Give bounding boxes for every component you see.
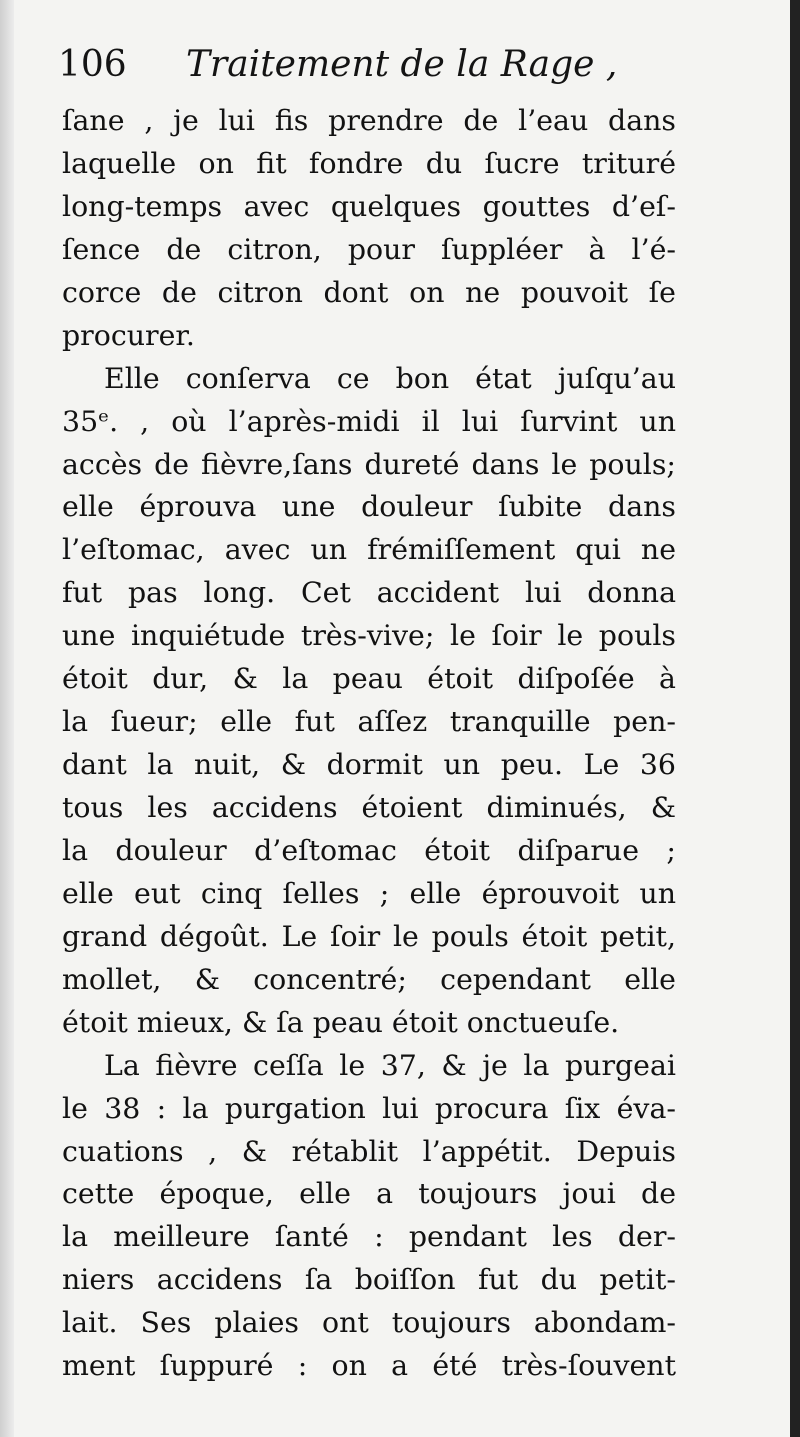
paragraph-start-line: Elle conſerva ce bon état juſqu’au — [104, 361, 676, 395]
paragraph-start-line: La fièvre ceſſa le 37, & je la purgeai — [104, 1048, 676, 1082]
text-line: lait. Ses plaies ont toujours abondam- — [62, 1306, 676, 1340]
text-line: elle éprouva une douleur ſubite dans — [62, 490, 676, 524]
text-line: étoit mieux, & ſa peau étoit onctueuſe. — [62, 1005, 620, 1039]
text-line: la douleur d’eſtomac étoit diſparue ; — [62, 833, 676, 867]
text-line: fut pas long. Cet accident lui donna — [62, 576, 676, 610]
running-head: Traitement de la Rage , — [186, 44, 618, 85]
text-line: elle eut cinq ſelles ; elle éprouvoit un — [62, 876, 676, 910]
text-line: corce de citron dont on ne pouvoit ſe — [62, 275, 676, 309]
text-line: grand dégoût. Le ſoir le pouls étoit petit, — [62, 919, 676, 953]
text-line: étoit dur, & la peau étoit diſpoſée à — [62, 662, 676, 696]
text-line: cette époque, elle a toujours joui de — [62, 1177, 676, 1211]
text-line: mollet, & concentré; cependant elle — [62, 962, 676, 996]
text-line: ſence de citron, pour ſuppléer à l’é- — [62, 232, 676, 266]
text-line: accès de fièvre,ſans dureté dans le pouls; — [62, 447, 676, 481]
text-line: tous les accidens étoient diminués, & — [62, 791, 676, 824]
text-line: une inquiétude très-vive; le ſoir le pouls — [62, 619, 676, 653]
text-line: procurer. — [62, 318, 195, 352]
page-header — [58, 44, 678, 94]
page-left-edge — [0, 0, 14, 1437]
text-line: dant la nuit, & dormit un peu. Le 36 — [62, 748, 676, 782]
text-line: le 38 : la purgation lui procura ſix éva- — [62, 1091, 676, 1125]
body-text — [62, 100, 676, 1388]
text-line: l’eſtomac, avec un frémiſſement qui ne — [62, 533, 676, 567]
text-line: 35ᵉ. , où l’après-midi il lui ſurvint un — [62, 404, 676, 438]
text-line: cuations , & rétablit l’appétit. Depuis — [62, 1134, 676, 1168]
text-line: laquelle on fit fondre du ſucre trituré — [62, 146, 676, 180]
text-line: niers accidens ſa boiſſon fut du petit- — [62, 1263, 676, 1297]
text-line: la meilleure ſanté : pendant les der- — [62, 1220, 676, 1254]
page-number: 106 — [58, 44, 127, 85]
page-right-edge — [790, 0, 800, 1437]
text-line: la ſueur; elle fut aſſez tranquille pen- — [62, 705, 676, 739]
text-line: long-temps avec quelques gouttes d’eſ- — [62, 189, 676, 223]
text-line: ment ſuppuré : on a été très-ſouvent — [62, 1349, 676, 1383]
text-line: ſane , je lui fis prendre de l’eau dans — [62, 104, 676, 137]
